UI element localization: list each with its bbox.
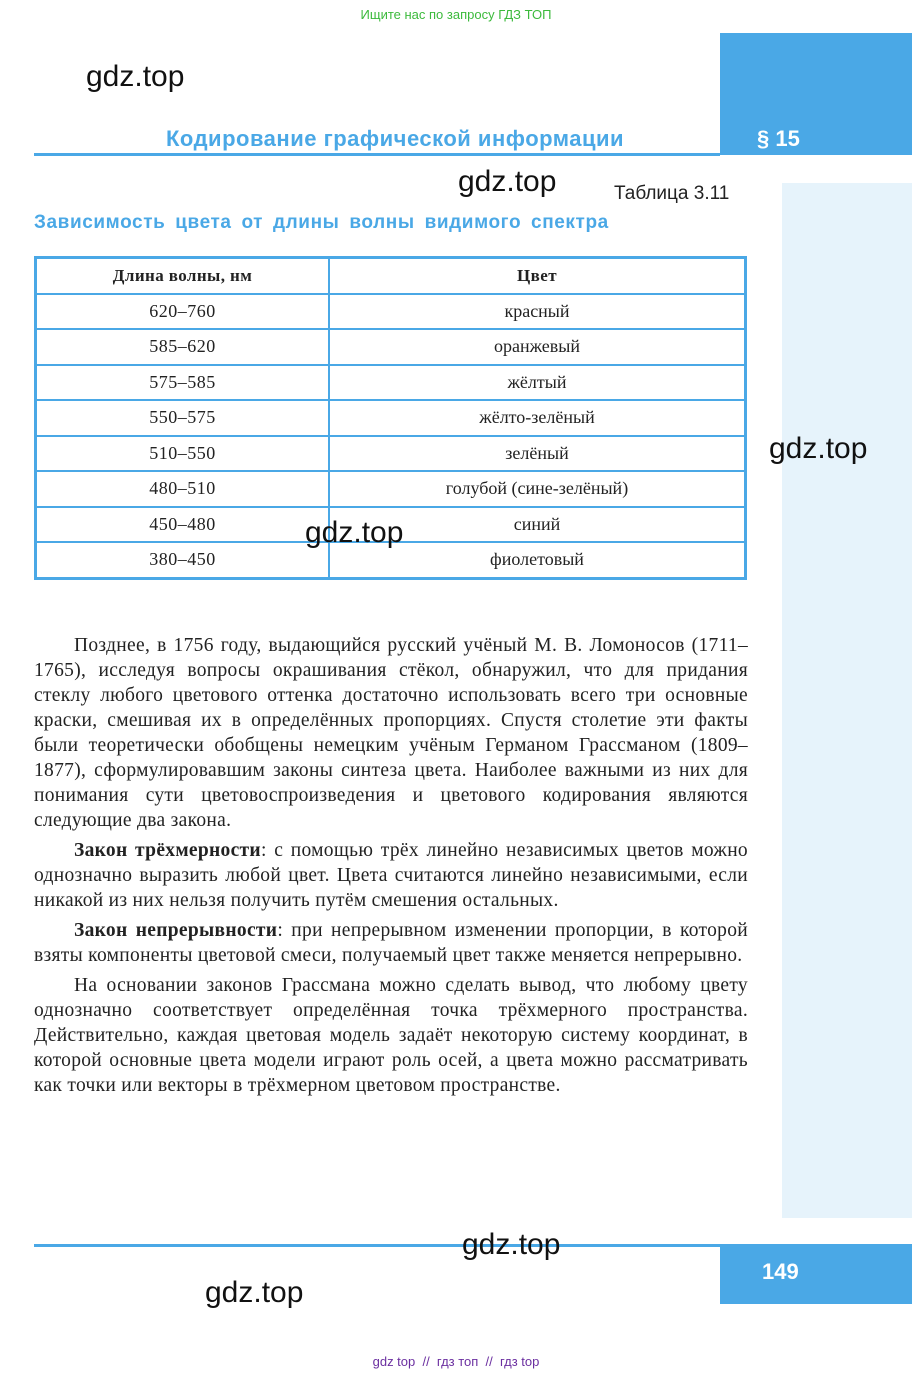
paragraph-conclusion: На основании законов Грассмана можно сделать вывод, что любому цвету однозначно соответствует определённая точка трёхмерного пространства. Действительно, каждая цветовая модель задаёт некоторую систему координат, в которой основные цвета модели играют роль осей, а цвета можно рассматривать как точки или векторы в трёхмерном цветовом пространстве. bbox=[34, 975, 748, 1096]
color-cell: зелёный bbox=[329, 436, 746, 472]
color-cell: жёлтый bbox=[329, 365, 746, 401]
top-banner: Ищите нас по запросу ГДЗ ТОП bbox=[360, 7, 552, 22]
color-cell: синий bbox=[329, 507, 746, 543]
paragraph-law-three-dimensionality bbox=[34, 838, 748, 913]
table-row bbox=[36, 400, 746, 436]
header-wavelength: Длина волны, нм bbox=[36, 258, 330, 294]
color-cell: фиолетовый bbox=[329, 542, 746, 578]
footer-page-tab bbox=[720, 1244, 912, 1304]
law-term: Закон трёхмерности bbox=[74, 840, 261, 861]
watermark: gdz.top bbox=[458, 165, 557, 198]
wavelength-cell: 575–585 bbox=[36, 365, 330, 401]
table-row bbox=[36, 471, 746, 507]
wavelength-cell: 450–480 bbox=[36, 507, 330, 543]
law-description: : с помощью трёх линейно независимых цветов можно однозначно выразить любой цвет. Цвета считаются линейно независимыми, если никакой из них нельзя получить путём смешения остальных. bbox=[34, 840, 748, 911]
header-section-tab bbox=[720, 33, 912, 155]
wavelength-cell: 380–450 bbox=[36, 542, 330, 578]
wavelength-cell: 585–620 bbox=[36, 329, 330, 365]
wavelength-cell: 550–575 bbox=[36, 400, 330, 436]
table-header-row bbox=[36, 258, 746, 294]
footer-divider bbox=[34, 1244, 720, 1247]
wavelength-cell: 510–550 bbox=[36, 436, 330, 472]
header-divider bbox=[34, 153, 720, 156]
bottom-links[interactable]: gdz top // гдз топ // гдз top bbox=[372, 1354, 540, 1369]
page-number: 149 bbox=[762, 1259, 799, 1284]
law-description: : при непрерывном изменении пропорции, в которой взяты компоненты цветовой смеси, получаемый цвет также меняется непрерывно. bbox=[34, 920, 748, 966]
table-label: Таблица 3.11 bbox=[614, 183, 730, 204]
section-number: § 15 bbox=[757, 126, 800, 151]
table-row bbox=[36, 436, 746, 472]
table-row bbox=[36, 329, 746, 365]
watermark: gdz.top bbox=[86, 60, 185, 93]
watermark: gdz.top bbox=[205, 1276, 304, 1309]
color-cell: голубой (сине-зелёный) bbox=[329, 471, 746, 507]
body-text bbox=[34, 633, 748, 1103]
wavelength-cell: 620–760 bbox=[36, 294, 330, 330]
paragraph-lomonosov: Позднее, в 1756 году, выдающийся русский учёный М. В. Ломоносов (1711–1765), исследуя вопросы окрашивания стёкол, обнаружил, что для придания стеклу любого цветового оттенка достаточно использовать всего три основные краски, смешивая их в определённых пропорциях. Спустя столетие эти факты были теоретически обобщены немецким учёным Германом Грассманом (1809–1877), сформулировавшим законы синтеза цвета. Наиболее важными из них для понимания сути цветовоспроизведения и цветового кодирования являются следующие два закона. bbox=[34, 635, 748, 831]
table-row bbox=[36, 365, 746, 401]
law-term: Закон непрерывности bbox=[74, 920, 278, 941]
side-margin-strip bbox=[782, 183, 912, 1218]
watermark: gdz.top bbox=[769, 432, 868, 465]
watermark: gdz.top bbox=[305, 516, 404, 549]
paragraph-law-continuity bbox=[34, 918, 748, 968]
table-title: Зависимость цвета от длины волны видимого спектра bbox=[34, 212, 609, 233]
color-cell: оранжевый bbox=[329, 329, 746, 365]
color-cell: жёлто-зелёный bbox=[329, 400, 746, 436]
watermark: gdz.top bbox=[462, 1228, 561, 1261]
table-row bbox=[36, 294, 746, 330]
color-cell: красный bbox=[329, 294, 746, 330]
chapter-title: Кодирование графической информации bbox=[166, 126, 625, 151]
wavelength-cell: 480–510 bbox=[36, 471, 330, 507]
header-color: Цвет bbox=[329, 258, 746, 294]
